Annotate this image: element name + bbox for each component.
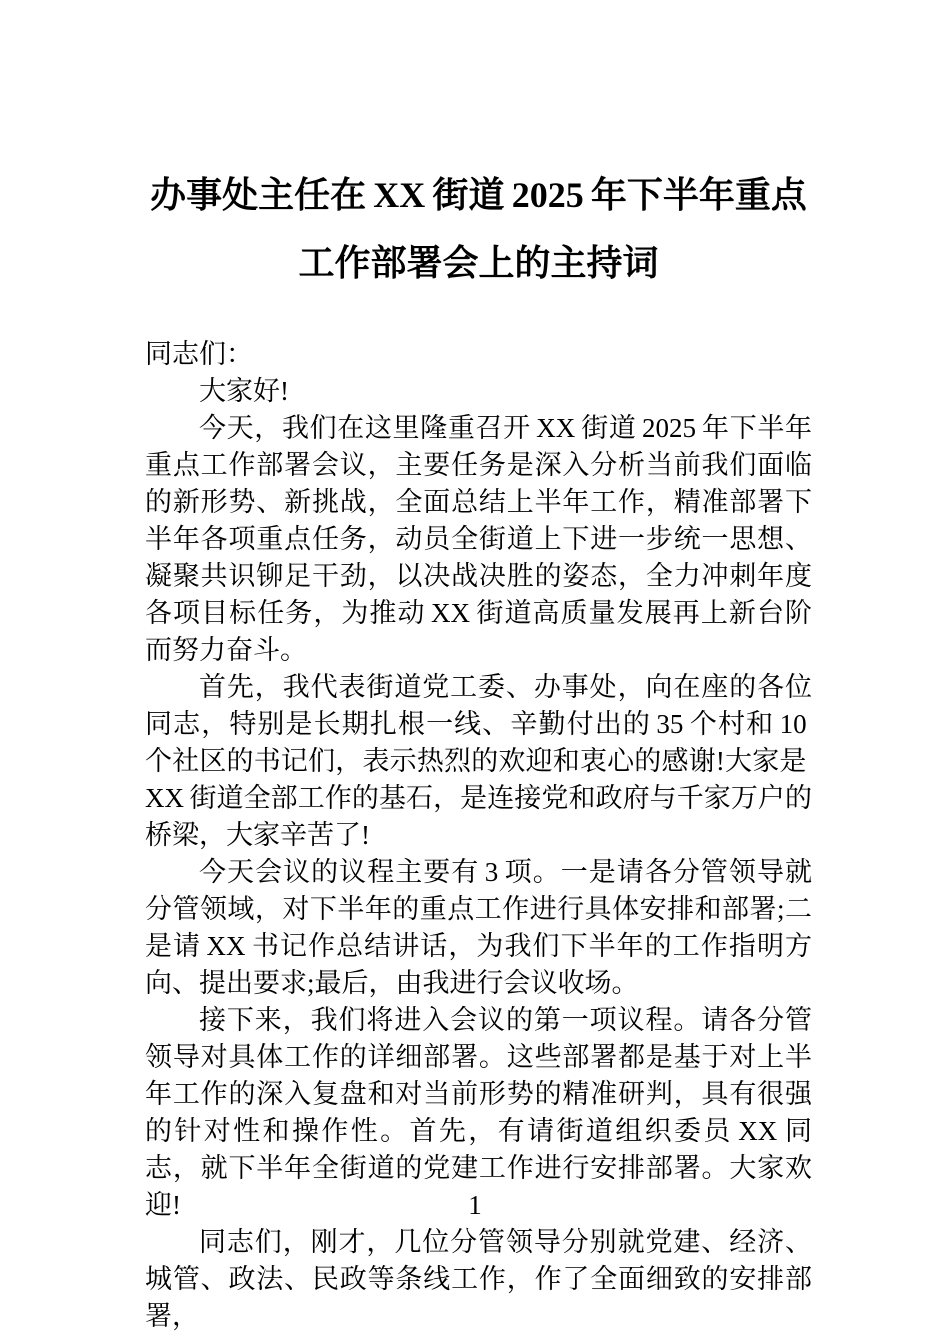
paragraph-greeting: 大家好! <box>199 376 289 406</box>
paragraph-salutation: 同志们： <box>145 339 253 369</box>
document-title-line-2: 工作部署会上的主持词 <box>298 243 659 283</box>
document-title <box>145 161 812 297</box>
paragraph-agenda: 今天会议的议程主要有 3 项。一是请各分管领导就分管领域，对下半年的重点工作进行具体安排和部署;二是请 XX 书记作总结讲话，为我们下半年的工作指明方向、提出要求;最后，由我进行会议收场。 <box>145 857 812 998</box>
paragraph-welcome-thanks: 首先，我代表街道党工委、办事处，向在座的各位同志，特别是长期扎根一线、辛勤付出的 35 个村和 10 个社区的书记们，表示热烈的欢迎和衷心的感谢!大家是 XX 街道全部工作的基石，是连接党和政府与千家万户的桥梁，大家辛苦了! <box>145 672 812 850</box>
paragraph-first-agenda-item: 接下来，我们将进入会议的第一项议程。请各分管领导对具体工作的详细部署。这些部署都是基于对上半年工作的深入复盘和对当前形势的精准研判，具有很强的针对性和操作性。首先，有请街道组织委员 XX 同志，就下半年全街道的党建工作进行安排部署。大家欢迎! <box>145 1005 812 1220</box>
paragraph-summary-transition: 同志们，刚才，几位分管领导分别就党建、经济、城管、政法、民政等条线工作，作了全面细致的安排部署， <box>145 1227 812 1331</box>
document-title-line-1: 办事处主任在 XX 街道 2025 年下半年重点 <box>150 175 807 215</box>
page-number: 1 <box>468 1190 482 1220</box>
paragraph-meeting-purpose: 今天，我们在这里隆重召开 XX 街道 2025 年下半年重点工作部署会议，主要任务是深入分析当前我们面临的新形势、新挑战，全面总结上半年工作，精准部署下半年各项重点任务，动员全街道上下进一步统一思想、凝聚共识铆足干劲，以决战决胜的姿态，全力冲刺年度各项目标任务，为推动 XX 街道高质量发展再上新台阶而努力奋斗。 <box>145 413 812 665</box>
document-body <box>145 336 812 1335</box>
